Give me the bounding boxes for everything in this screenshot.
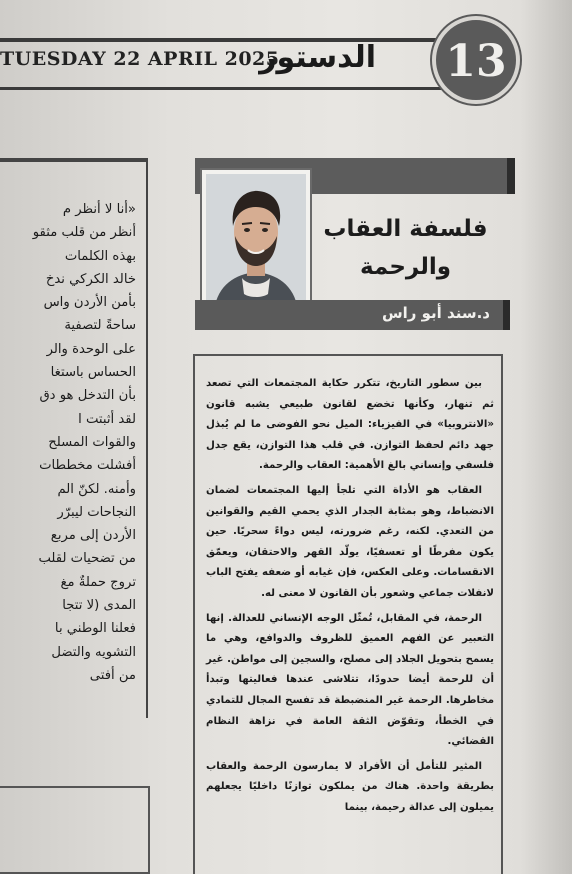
left-column-line: بأن التدخل هو دق <box>39 388 136 404</box>
portrait-photo-icon <box>206 174 306 310</box>
article-paragraph-1: بين سطور التاريخ، تتكرر حكاية المجتمعات التي تصعد ثم تنهار، وكأنها تخضع لقانون طبيعي يشبه قانون «الانتروبيا» في الفيزياء: الميل نحو الفوضى ما لم يُبذل جهد دائم لحفظ التوازن. في قلب هذا التوازن، يقع جدل فلسفي وإنساني بالغ الأهمية: العقاب والرحمة. <box>206 378 494 472</box>
header-bar-stripe <box>507 158 515 194</box>
article-paragraph-2: العقاب هو الأداة التي تلجأ إليها المجتمعات لضمان الانضباط، وهو بمثابة الجدار الذي يحمي القيم والقوانين من التعدي. لكنه، رغم ضرورته، ليس دواءً سحريًا. حين يكون مفرطًا أو تعسفيًا، يولّد القهر والاحتقان، ويعمّق الانقسامات. وعلى العكس، فإن غيابه أو ضعفه يفتح الباب لانفلات جماعي وشعور بأن القانون لا معنى له. <box>206 484 494 599</box>
left-column-article <box>0 158 148 718</box>
left-column-line: «أنا لا أنظر م <box>62 202 136 217</box>
author-photo <box>206 174 306 310</box>
issue-date: TUESDAY 22 APRIL 2025 <box>0 48 280 70</box>
article-paragraph-4: المثير للتأمل أن الأفراد لا يمارسون الرحمة والعقاب بطريقة واحدة. هناك من يملكون توازنًا داخليًا يجعلهم يميلون إلى عدالة رحيمة، بينما <box>206 760 494 813</box>
left-column-line: من تضحيات لقلب <box>38 551 136 567</box>
byline-bar <box>195 300 510 330</box>
page-shadow <box>520 0 572 874</box>
left-column-line: المدى (لا تتجا <box>62 598 136 614</box>
newspaper-logo: الدستور <box>259 40 376 75</box>
page-number: 13 <box>445 36 507 87</box>
masthead-rule-bottom <box>0 87 455 90</box>
left-column-line: بأمن الأردن واس <box>43 295 136 311</box>
article-title-line2: والرحمة <box>359 254 452 280</box>
left-column-line: النجاحات ليبرّر <box>57 504 136 520</box>
article-title <box>318 210 493 286</box>
masthead-rule-top <box>0 38 455 42</box>
left-column-text <box>0 198 136 687</box>
left-column-line: وأمنه. لكنّ الم <box>57 481 136 497</box>
left-column-rule <box>0 158 148 162</box>
author-byline: د.سند أبو راس <box>381 304 490 322</box>
article-body <box>206 374 494 822</box>
article-paragraph-3: الرحمة، في المقابل، تُمثّل الوجه الإنساني للعدالة. إنها التعبير عن الفهم العميق للظروف والدوافع، وهي ما يسمح بتحويل الجلاد إلى مصلح، والسجين إلى مواطن. غير أن للرحمة أيضا حدودًا، تتلاشى عندها فعاليتها وتبدأ مخاطرها. الرحمة غير المنضبطة قد تفسح المجال للتمادي في الخطأ، وتقوّض الثقة العامة في نزاهة النظام القضائي. <box>206 612 494 748</box>
byline-bar-stripe <box>503 300 510 330</box>
left-column-line: والقوات المسلح <box>48 434 136 450</box>
left-column-line: ساحةً لتصفية <box>64 318 136 334</box>
left-column-line: بهذه الكلمات <box>64 248 136 264</box>
author-photo-frame <box>200 168 312 316</box>
left-bottom-box <box>0 786 150 874</box>
left-column-line: أفشلت مخططات <box>39 458 136 474</box>
left-column-line: خالد الكركي ندخ <box>45 271 136 287</box>
left-column-line: على الوحدة والر <box>46 341 136 357</box>
page-number-badge <box>432 16 520 104</box>
left-column-line: أنظر من قلب مثقو <box>32 225 136 241</box>
left-column-line: فعلنا الوطني با <box>54 621 136 637</box>
left-column-line: التشويه والتضل <box>51 644 136 660</box>
article-title-line1: فلسفة العقاب <box>323 216 488 242</box>
left-column-line: الأردن إلى مربع <box>50 528 136 544</box>
left-column-line: الحساس باستغا <box>50 365 136 381</box>
left-column-line: من أفتى <box>89 667 136 683</box>
left-column-line: لقد أثبتت ا <box>78 411 136 427</box>
left-column-line: تروج حملةٌ مغ <box>60 574 136 590</box>
